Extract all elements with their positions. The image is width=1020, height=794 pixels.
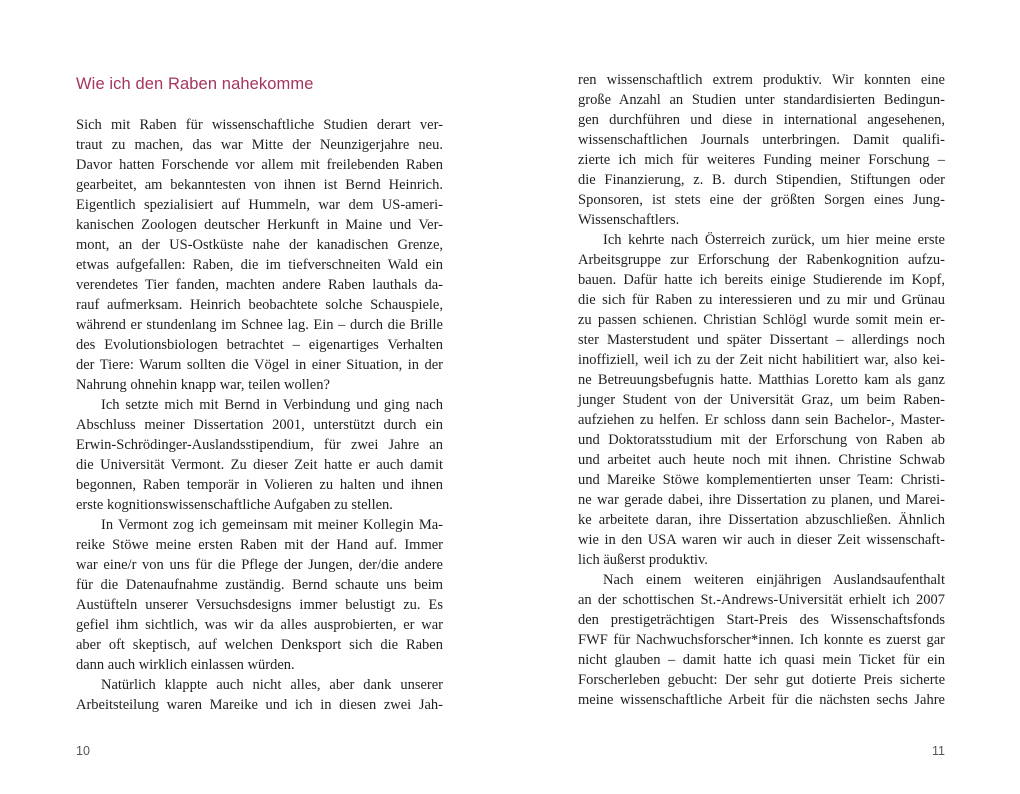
text-line: begonnen, Raben temporär in Volieren zu halten und ihnen <box>76 477 443 493</box>
text-line: die Universität Vermont. Zu dieser Zeit hatte er auch damit <box>76 457 443 473</box>
text-line: und Doktoratsstudium mit der Erforschung von Raben ab <box>578 432 945 448</box>
text-line: wie in den USA waren wir auch in dieser Zeit wissenschaft- <box>578 532 945 548</box>
text-line: aufziehen zu helfen. Er schloss dann sein Bachelor-, Master- <box>578 412 945 428</box>
text-line: des Evolutionsbiologen betrachtet – eigenartiges Verhalten <box>76 337 443 353</box>
paragraph <box>578 70 945 230</box>
text-line: verendetes Tier fanden, machten andere Raben lauthals da- <box>76 277 443 293</box>
text-line: Sponsoren, ist stets eine der größten Sorgen eines Jung- <box>578 192 945 208</box>
text-line: war eine/r von uns für die Pflege der Jungen, der/die andere <box>76 557 443 573</box>
text-line: FWF für Nachwuchsforscher*innen. Ich konnte es zuerst gar <box>578 632 945 648</box>
text-line: inoffiziell, weil ich zu der Zeit nicht habilitiert war, also kei- <box>578 352 945 368</box>
text-line: Nahrung ohnehin knapp war, teilen wollen? <box>76 377 330 393</box>
text-line: den prestigeträchtigen Start-Preis des Wissenschaftsfonds <box>578 612 945 628</box>
text-line: an der schottischen St.-Andrews-Universität erhielt ich 2007 <box>578 592 945 608</box>
right-page-body <box>578 70 945 710</box>
text-line: Sich mit Raben für wissenschaftliche Studien derart ver- <box>76 117 443 133</box>
text-line: traut zu machen, das war Mitte der Neunzigerjahre neu. <box>76 137 443 153</box>
paragraph <box>578 570 945 710</box>
paragraph <box>76 515 443 675</box>
text-line: Austüfteln unserer Versuchsdesigns immer belustigt zu. Es <box>76 597 443 613</box>
text-line: Ich setzte mich mit Bernd in Verbindung und ging nach <box>101 397 443 413</box>
text-line: mont, an der US-Ostküste nahe der kanadischen Grenze, <box>76 237 443 253</box>
paragraph <box>76 395 443 515</box>
text-line: gefiel ihm sichtlich, was wir da alles ausprobierten, er war <box>76 617 443 633</box>
section-heading: Wie ich den Raben nahekomme <box>76 75 314 93</box>
text-line: bauen. Dafür hatte ich bereits einige Studierende im Kopf, <box>578 272 945 288</box>
text-line: und Mareike Stöwe komplementierten unser Team: Christi- <box>578 472 945 488</box>
text-line: rauf aufmerksam. Heinrich beobachtete solche Schauspiele, <box>76 297 443 313</box>
left-page-body <box>76 115 443 715</box>
text-line: Arbeitsteilung waren Mareike und ich in diesen zwei Jah- <box>76 697 443 713</box>
text-line: aber oft skeptisch, auf welchen Denksport sich die Raben <box>76 637 443 653</box>
text-line: Wissenschaftlers. <box>578 212 680 228</box>
text-line: Forscherleben gebucht: Der sehr gut dotierte Preis sicherte <box>578 672 945 688</box>
text-line: Abschluss meiner Dissertation 2001, unterstützt durch ein <box>76 417 443 433</box>
text-line: ne Betreuungsbefugnis hatte. Matthias Loretto kam als ganz <box>578 372 945 388</box>
text-line: junger Student von der Universität Graz, um beim Raben- <box>578 392 945 408</box>
text-line: Ich kehrte nach Österreich zurück, um hier meine erste <box>603 232 945 248</box>
text-line: große Anzahl an Studien unter standardisierten Bedingun- <box>578 92 945 108</box>
text-line: erste kognitionswissenschaftliche Aufgaben zu stellen. <box>76 497 393 513</box>
text-line: nicht glauben – damit hatte ich quasi mein Ticket für ein <box>578 652 945 668</box>
text-line: Nach einem weiteren einjährigen Auslandsaufenthalt <box>603 572 945 588</box>
text-line: Erwin-Schrödinger-Auslandsstipendium, für zwei Jahre an <box>76 437 443 453</box>
text-line: gearbeitet, am bekanntesten von ihnen ist Bernd Heinrich. <box>76 177 443 193</box>
text-line: zu passen schienen. Christian Schlögl wurde somit mein er- <box>578 312 945 328</box>
page-number-left: 10 <box>76 744 90 758</box>
text-line: Arbeitsgruppe zur Erforschung der Rabenkognition aufzu- <box>578 252 945 268</box>
text-line: der Tiere: Warum sollten die Vögel in einer Situation, in der <box>76 357 443 373</box>
text-line: die Finanzierung, z. B. durch Stipendien, Stiftungen oder <box>578 172 945 188</box>
text-line: reike Stöwe meine ersten Raben mit der Hand auf. Immer <box>76 537 443 553</box>
paragraph <box>76 675 443 715</box>
page-number-right: 11 <box>932 744 945 758</box>
right-page <box>578 70 945 710</box>
text-line: die sich für Raben zu interessieren und zu mir und Grünau <box>578 292 945 308</box>
text-line: Davor hatten Forschende vor allem mit freilebenden Raben <box>76 157 443 173</box>
text-line: Natürlich klappte auch nicht alles, aber dank unserer <box>101 677 443 693</box>
text-line: während er stundenlang im Schnee lag. Ein – durch die Brille <box>76 317 443 333</box>
text-line: ster Masterstudent und später Dissertant – allerdings noch <box>578 332 945 348</box>
text-line: ren wissenschaftlich extrem produktiv. Wir konnten eine <box>578 72 945 88</box>
text-line: ke arbeitete daran, ihre Dissertation abzuschließen. Ähnlich <box>578 512 945 528</box>
text-line: Eigentlich spezialisiert auf Hummeln, war dem US-ameri- <box>76 197 443 213</box>
text-line: für die Datenaufnahme zuständig. Bernd schaute uns beim <box>76 577 443 593</box>
left-page <box>76 70 443 715</box>
paragraph <box>578 230 945 570</box>
paragraph <box>76 115 443 395</box>
text-line: In Vermont zog ich gemeinsam mit meiner Kollegin Ma- <box>101 517 443 533</box>
text-line: meine wissenschaftliche Arbeit für die nächsten sechs Jahre <box>578 692 945 708</box>
text-line: lich äußerst produktiv. <box>578 552 708 568</box>
text-line: wissenschaftlichen Journals unterbringen. Damit qualifi- <box>578 132 945 148</box>
text-line: ne war gerade dabei, ihre Dissertation zu planen, und Marei- <box>578 492 945 508</box>
text-line: zierte ich mich für weiteres Funding meiner Forschung – <box>578 152 945 168</box>
text-line: und arbeitet auch heute noch mit ihnen. Christine Schwab <box>578 452 945 468</box>
text-line: gen durchführen und diese in international angesehenen, <box>578 112 945 128</box>
text-line: etwas aufgefallen: Raben, die im tiefverschneiten Wald ein <box>76 257 443 273</box>
text-line: dann auch wirklich einlassen würden. <box>76 657 295 673</box>
text-line: kanischen Zoologen deutscher Herkunft in Maine und Ver- <box>76 217 443 233</box>
